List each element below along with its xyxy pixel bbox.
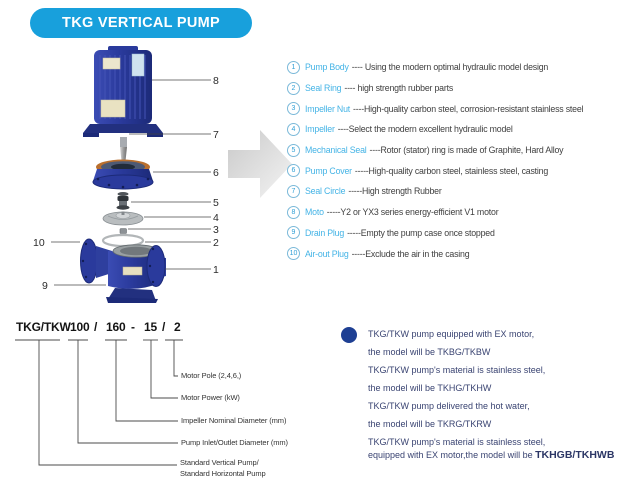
model-code-token: 160	[106, 320, 126, 334]
part-row	[287, 119, 617, 140]
mechanical-seal-illustration	[117, 192, 130, 210]
part-row	[287, 140, 617, 161]
part-number-badge: 10	[287, 247, 300, 260]
part-name: Seal Circle	[305, 186, 346, 197]
label-motor-pole: Motor Pole (2,4,6,)	[181, 371, 242, 380]
part-desc: ---- high strength rubber parts	[344, 83, 454, 94]
pump-body-illustration	[81, 239, 167, 303]
part-number-badge: 8	[287, 206, 300, 219]
callout-5: 5	[213, 197, 219, 209]
callout-6: 6	[213, 167, 219, 179]
part-desc: -----Exclude the air in the casing	[351, 248, 470, 259]
part-name: Impeller	[305, 124, 335, 135]
model-code-sep: -	[131, 320, 135, 334]
part-desc: ---- Using the modern optimal hydraulic model design	[351, 62, 549, 73]
model-code-token: 2	[174, 320, 181, 334]
part-number-badge: 4	[287, 123, 300, 136]
model-code-token: 100	[70, 320, 90, 334]
part-row	[287, 57, 617, 78]
label-standard-line2: Standard Horizontal Pump	[180, 469, 266, 478]
label-standard-line1: Standard Vertical Pump/	[180, 458, 259, 467]
note-group	[368, 397, 613, 433]
motor-illustration	[83, 46, 163, 137]
seal-ring-illustration	[103, 235, 143, 246]
part-name: Drain Plug	[305, 227, 345, 238]
note-line: TKG/TKW pump's material is stainless steel,	[368, 436, 546, 447]
note-group	[368, 361, 613, 397]
part-row	[287, 181, 617, 202]
part-row	[287, 78, 617, 99]
part-row	[287, 202, 617, 223]
part-name: Moto	[305, 207, 324, 218]
callout-7: 7	[213, 129, 219, 141]
impeller-illustration	[103, 212, 143, 226]
note-line: TKG/TKW pump equipped with EX motor,	[368, 329, 535, 339]
part-desc: -----Empty the pump case once stopped	[347, 227, 495, 238]
part-name: Pump Body	[305, 62, 349, 73]
part-number-badge: 2	[287, 82, 300, 95]
part-name: Impeller Nut	[305, 103, 351, 114]
part-row	[287, 98, 617, 119]
callout-8: 8	[213, 75, 219, 87]
pump-cover-illustration	[93, 160, 153, 190]
part-number-badge: 9	[287, 226, 300, 239]
callout-2: 2	[213, 237, 219, 249]
note-line: the model will be TKBG/TKBW	[368, 347, 491, 358]
part-desc: ----Select the modern excellent hydraulic model	[337, 124, 513, 135]
part-number-badge: 7	[287, 185, 300, 198]
model-code-sep: /	[94, 320, 98, 334]
part-number-badge: 3	[287, 102, 300, 115]
part-name: Mechanical Seal	[305, 145, 367, 156]
part-row	[287, 243, 617, 264]
right-arrow-icon	[226, 122, 296, 207]
note-line	[368, 449, 613, 462]
note-line-bold-model: TKHGB/TKHWB	[535, 448, 615, 461]
bullet-icon	[341, 327, 357, 343]
callout-1: 1	[213, 264, 219, 276]
part-desc: ----Rotor (stator) ring is made of Graphite, Hard Alloy	[369, 145, 564, 156]
part-number-badge: 5	[287, 144, 300, 157]
model-code-tree-lines	[0, 315, 320, 495]
part-row	[287, 160, 617, 181]
title-banner	[30, 8, 252, 38]
label-impeller-diameter: Impeller Nominal Diameter (mm)	[181, 416, 287, 425]
callout-9: 9	[42, 280, 48, 292]
note-line: TKG/TKW pump delivered the hot water,	[368, 401, 530, 412]
part-number-badge: 1	[287, 61, 300, 74]
part-desc: -----High strength Rubber	[348, 186, 442, 197]
part-row	[287, 223, 617, 244]
note-group	[368, 325, 613, 361]
part-name: Air-out Plug	[305, 248, 349, 259]
model-code-prefix: TKG/TKW	[16, 320, 71, 334]
callout-3: 3	[213, 224, 219, 236]
label-motor-power: Motor Power (kW)	[181, 393, 240, 402]
note-line-prefix: equipped with EX motor,the model will be	[368, 449, 536, 460]
note-line: the model will be TKHG/TKHW	[368, 383, 492, 394]
note-line: TKG/TKW pump's material is stainless steel,	[368, 365, 546, 376]
part-desc: -----High-quality carbon steel, stainless steel, casting	[354, 165, 549, 176]
parts-list	[287, 57, 617, 264]
part-desc: ----High-quality carbon steel, corrosion-resistant stainless steel	[353, 103, 584, 114]
part-desc: -----Y2 or YX3 series energy-efficient V1 motor	[326, 207, 499, 218]
model-code-token: 15	[144, 320, 157, 334]
model-notes	[341, 325, 613, 462]
note-line: the model will be TKRG/TKRW	[368, 419, 492, 430]
page-title: TKG VERTICAL PUMP	[62, 15, 220, 31]
part-number-badge: 6	[287, 164, 300, 177]
part-name: Pump Cover	[305, 165, 352, 176]
callout-4: 4	[213, 212, 219, 224]
model-code-sep: /	[162, 320, 166, 334]
impeller-nut-illustration	[120, 229, 127, 234]
label-inlet-outlet: Pump Inlet/Outlet Diameter (mm)	[181, 438, 288, 447]
part-name: Seal Ring	[305, 83, 342, 94]
callout-10: 10	[33, 237, 45, 249]
note-group	[368, 436, 613, 462]
